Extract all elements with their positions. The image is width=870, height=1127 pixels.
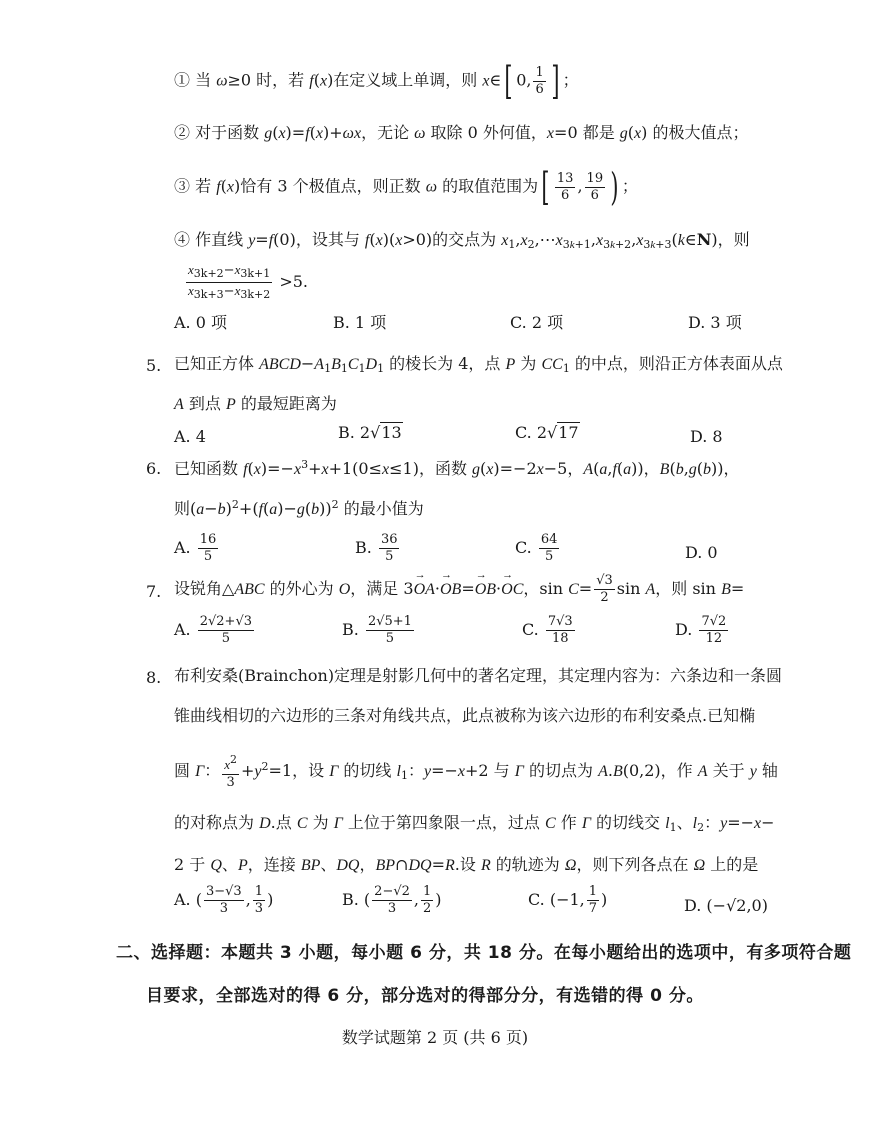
q4-option-c: C. 2 项: [510, 313, 564, 332]
q6-stem-line2: 则$(a-b)^2+(f(a)-g(b))^2$ 的最小值为: [174, 498, 424, 518]
statement-4: ④ 作直线 y=f(0)，设其与 f(x)(x>0)的交点为 $x_1,x_2,\cdots x_{3k+1},x_{3k+2},x_{3k+3}(k\in N)$，则: [174, 230, 750, 251]
q8-stem-line2: 锥曲线相切的六边形的三条对角线共点，此点被称为该六边形的布利安桑点.已知椭: [174, 706, 756, 725]
page-footer: 数学试题第 2 页 (共 6 页): [341, 1028, 529, 1047]
q4-option-b: B. 1 项: [333, 313, 387, 332]
statement-1: ① 当 ω≥0 时，若 f(x)在定义域上单调，则 x∈[ 0, $\frac{1}{6}$ ] ；: [174, 59, 579, 103]
q6-number: 6.: [146, 459, 162, 478]
q7-option-a: A. $\frac{2√2+√3}{5}$: [174, 614, 253, 646]
q5-option-a: A. 4: [174, 427, 206, 446]
q6-option-c: C. $\frac{64}{5}$: [515, 532, 558, 564]
q8-option-d: D. (−√2,0): [684, 896, 768, 915]
statement-2: ② 对于函数 g(x)=f(x)+ωx，无论 ω 取除 0 外何值，x=0 都是 g(x) 的极大值点；: [174, 123, 749, 142]
q5-option-d: D. 8: [690, 427, 723, 446]
q7-stem: 设锐角△ABC 的外心为 O，满足 3→ OA·→ OB=→ OB·→ OC，sin C= $\frac{√3}{2}$ sin A，则 sin B=: [174, 573, 744, 606]
q5-option-b: B. 2√13: [338, 423, 402, 442]
q6-option-a: A. $\frac{16}{5}$: [174, 532, 217, 564]
q5-option-c: C. 2√17: [515, 423, 579, 442]
statement-4-ratio: $\frac{x_{3k+2}-x_{3k+1}}{x_{3k+3}-x_{3k+2}}$ >5.: [188, 262, 309, 301]
q8-stem-line1: 布利安桑(Brainchon)定理是射影几何中的著名定理，其定理内容为：六条边和一条圆: [174, 666, 783, 685]
q8-number: 8.: [146, 668, 162, 687]
q7-number: 7.: [146, 582, 162, 601]
q5-number: 5.: [146, 356, 162, 375]
section-2-heading-line1: 二、选择题：本题共 3 小题，每小题 6 分，共 18 分。在每小题给出的选项中，有多项符合题: [116, 943, 852, 963]
q7-option-b: B. $\frac{2√5+1}{5}$: [342, 614, 412, 646]
q8-stem-line3: 圆 Γ： $\frac{x^2}{3}$ $+y^2=1$，设 Γ 的切线 $l_1$：y=−x+2 与 Γ 的切点为 A.B(0,2)，作 A 关于 y 轴: [174, 753, 778, 790]
q5-stem-line2: A 到点 P 的最短距离为: [174, 394, 337, 413]
q4-option-d: D. 3 项: [688, 313, 742, 332]
q8-option-c: C. (−1, $\frac{1}{7}$ ): [528, 884, 608, 916]
q4-option-a: A. 0 项: [174, 313, 227, 332]
q7-option-d: D. $\frac{7√2}{12}$: [675, 614, 727, 646]
q6-option-b: B. $\frac{36}{5}$: [355, 532, 398, 564]
q8-stem-line4: 的对称点为 D.点 C 为 Γ 上位于第四象限一点，过点 C 作 Γ 的切线交 $l_1$、$l_2$：y=−x−: [174, 813, 775, 834]
q5-stem-line1: 已知正方体 $ABCD-A_1B_1C_1D_1$ 的棱长为 4，点 P 为 $CC_1$ 的中点，则沿正方体表面从点: [174, 354, 783, 375]
q8-option-a: A. ( $\frac{3-√3}{3}$ , $\frac{1}{3}$ ): [174, 884, 274, 916]
q7-option-c: C. $\frac{7√3}{18}$: [522, 614, 573, 646]
q8-stem-line5: 2 于 Q、P，连接 BP、DQ，BP∩DQ=R.设 R 的轨迹为 Ω，则下列各点在 Ω 上的是: [174, 855, 759, 874]
statement-3: ③ 若 f(x)恰有 3 个极值点，则正数 ω 的取值范围为[ $\frac{13}{6}$ , $\frac{19}{6}$ ) ；: [174, 165, 638, 209]
q6-option-d: D. 0: [685, 543, 718, 562]
q8-option-b: B. ( $\frac{2-√2}{3}$ , $\frac{1}{2}$ ): [342, 884, 442, 916]
q6-stem-line1: 已知函数 $f(x)=-x^3+x+1(0\le x\le 1)$，函数 g(x)=−2x−5，A(a,f(a))，B(b,g(b))，: [174, 458, 740, 478]
section-2-heading-line2: 目要求，全部选对的得 6 分，部分选对的得部分分，有选错的得 0 分。: [146, 986, 704, 1006]
